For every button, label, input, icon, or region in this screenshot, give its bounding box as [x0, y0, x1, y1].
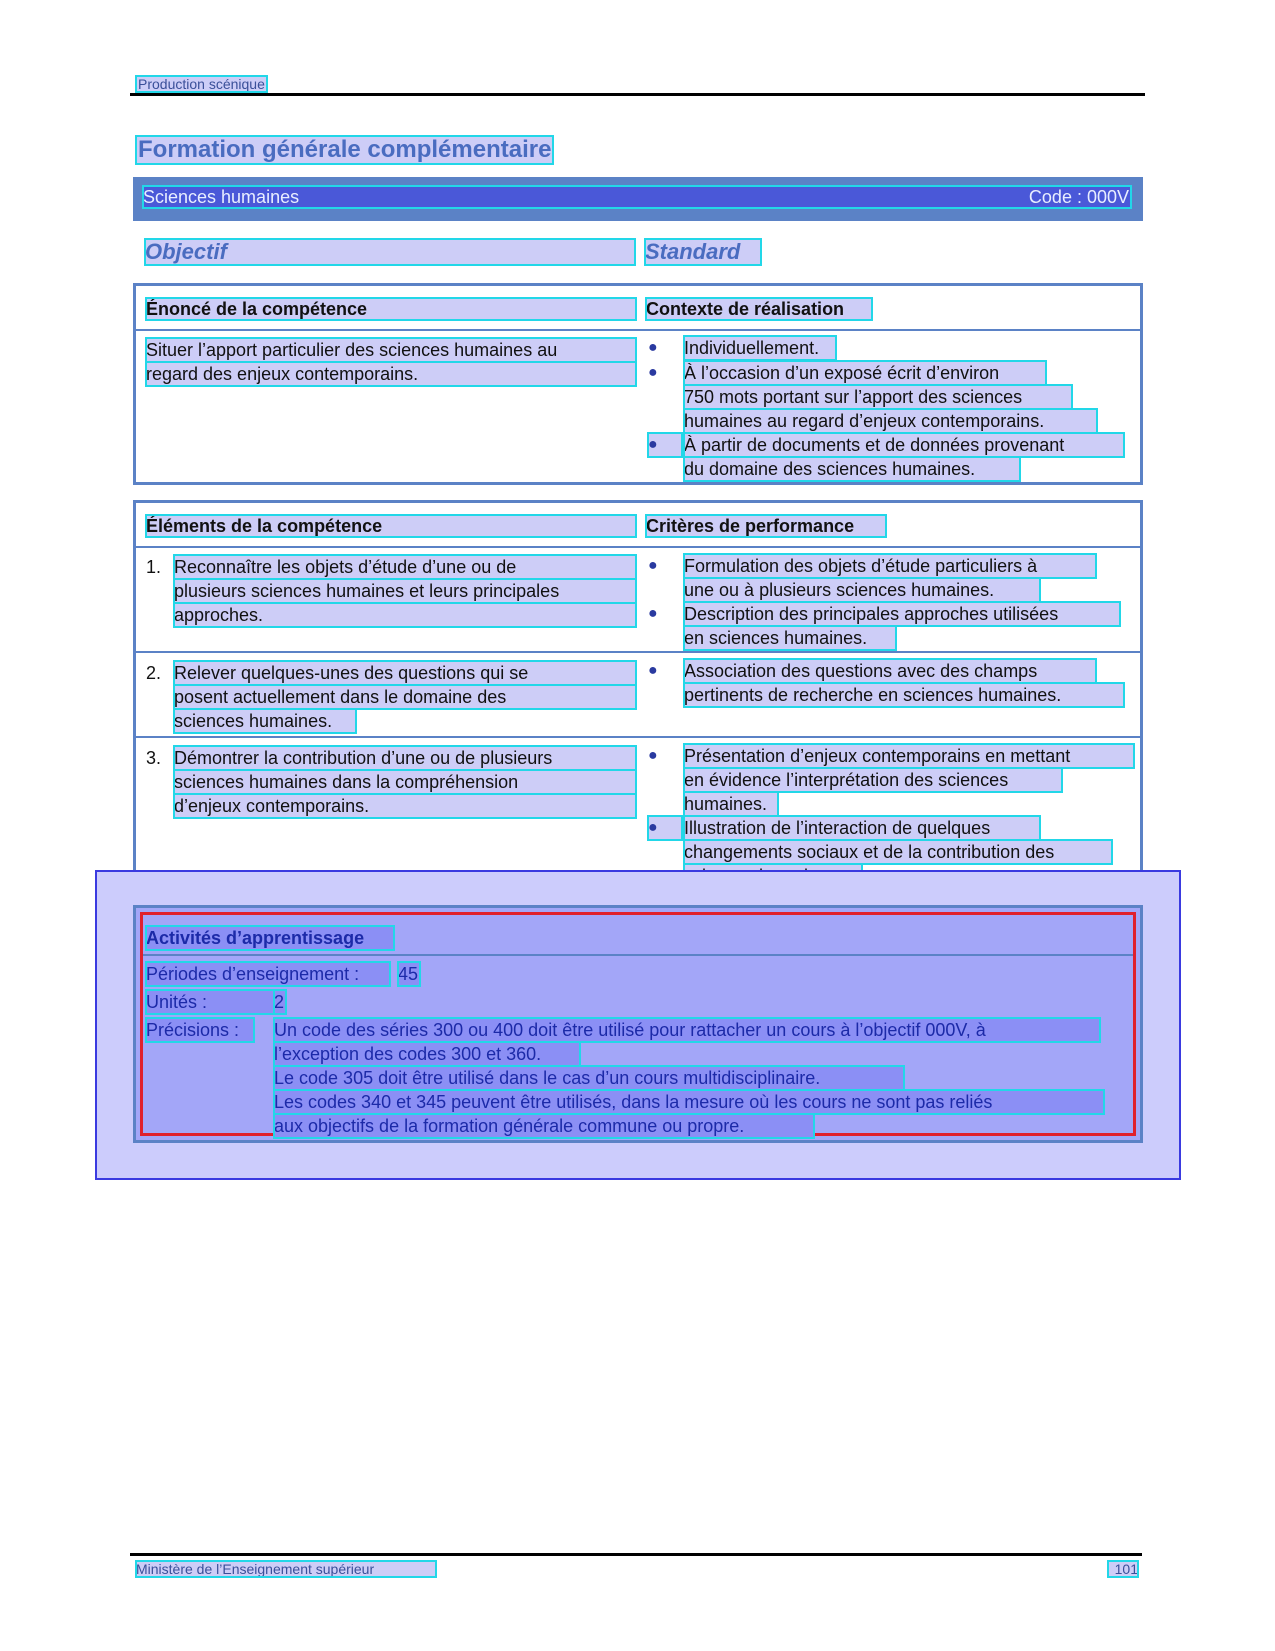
bullet-icon: ●	[648, 816, 682, 840]
bullet-icon: ●	[648, 339, 658, 356]
criteria-line: Description des principales approches utilisées	[684, 602, 1120, 626]
domain-bar	[133, 177, 1143, 221]
context-line: À partir de documents et de données provenant	[684, 433, 1124, 457]
bullet-icon: ●	[648, 662, 658, 679]
periods-value: 45	[398, 964, 419, 984]
details-line: Un code des séries 300 ou 400 doit être utilisé pour rattacher un cours à l’objectif 000V, à	[274, 1018, 1100, 1042]
context-header: Contexte de réalisation	[646, 298, 872, 320]
details-line: l’exception des codes 300 et 360.	[274, 1042, 580, 1066]
activities-divider	[143, 954, 1133, 956]
footer-ministry: Ministère de l’Enseignement supérieur	[136, 1561, 436, 1577]
statement-header: Énoncé de la compétence	[146, 298, 636, 320]
element-line: Relever quelques-unes des questions qui se	[174, 661, 636, 685]
context-line: Individuellement.	[684, 336, 836, 360]
element-line: posent actuellement dans le domaine des	[174, 685, 636, 709]
activities-panel	[133, 905, 1143, 1143]
context-line: À l’occasion d’un exposé écrit d’environ	[684, 361, 1046, 385]
element-line: sciences humaines dans la compréhension	[174, 770, 636, 794]
footer-rule	[130, 1553, 1142, 1556]
row-number: 3.	[146, 748, 162, 768]
row-divider	[136, 736, 1140, 738]
bullet-icon: ●	[648, 557, 658, 574]
context-line: 750 mots portant sur l’apport des sciences	[684, 385, 1072, 409]
details-line: aux objectifs de la formation générale commune ou propre.	[274, 1114, 814, 1138]
bullet-icon: ●	[648, 364, 658, 381]
elements-header: Éléments de la compétence	[146, 515, 636, 537]
criteria-line: une ou à plusieurs sciences humaines.	[684, 578, 1040, 602]
page-title: Formation générale complémentaire	[138, 136, 552, 163]
statement-line: regard des enjeux contemporains.	[146, 362, 636, 386]
activities-title: Activités d’apprentissage	[146, 926, 394, 950]
element-line: Reconnaître les objets d’étude d’une ou de	[174, 555, 636, 579]
standard-heading: Standard	[645, 239, 761, 265]
units-value: 2	[274, 992, 285, 1012]
details-label: Précisions :	[146, 1018, 254, 1042]
criteria-line: pertinents de recherche en sciences humaines.	[684, 683, 1124, 707]
table-divider	[136, 329, 1140, 331]
bullet-icon: ●	[648, 433, 682, 457]
criteria-line: en évidence l’interprétation des sciences	[684, 768, 1062, 792]
element-line: Démontrer la contribution d’une ou de plusieurs	[174, 746, 636, 770]
criteria-line: Formulation des objets d’étude particuliers à	[684, 554, 1096, 578]
context-line: humaines au regard d’enjeux contemporains.	[684, 409, 1097, 433]
row-number: 2.	[146, 663, 162, 683]
elements-table	[133, 500, 1143, 891]
statement-line: Situer l’apport particulier des sciences humaines au	[146, 338, 636, 362]
bullet-icon: ●	[648, 605, 658, 622]
details-line: Les codes 340 et 345 peuvent être utilisés, dans la mesure où les cours ne sont pas reliés	[274, 1090, 1104, 1114]
row-number: 1.	[146, 557, 162, 577]
units-label: Unités :	[146, 990, 282, 1014]
criteria-header: Critères de performance	[646, 515, 886, 537]
competency-table	[133, 283, 1143, 485]
criteria-line: Présentation d’enjeux contemporains en mettant	[684, 744, 1134, 768]
table-divider	[136, 546, 1140, 548]
criteria-line: Association des questions avec des champs	[684, 659, 1096, 683]
element-line: sciences humaines.	[174, 709, 356, 733]
element-line: plusieurs sciences humaines et leurs principales	[174, 579, 636, 603]
details-line: Le code 305 doit être utilisé dans le cas d’un cours multidisciplinaire.	[274, 1066, 904, 1090]
activities-frame	[140, 912, 1136, 1136]
domain-code: Code : 000V	[1028, 187, 1129, 207]
criteria-line: en sciences humaines.	[684, 626, 896, 650]
header-rule	[130, 93, 1145, 96]
criteria-line: Illustration de l’interaction de quelques	[684, 816, 1040, 840]
periods-label: Périodes d’enseignement :	[146, 962, 390, 986]
running-header: Production scénique	[138, 76, 265, 92]
element-line: d’enjeux contemporains.	[174, 794, 636, 818]
criteria-line: humaines.	[684, 792, 778, 816]
bullet-icon: ●	[648, 747, 658, 764]
objective-heading: Objectif	[145, 239, 635, 265]
page-number: 101	[1108, 1561, 1138, 1577]
context-line: du domaine des sciences humaines.	[684, 457, 1020, 481]
domain-name: Sciences humaines	[143, 187, 300, 207]
element-line: approches.	[174, 603, 636, 627]
row-divider	[136, 651, 1140, 653]
criteria-line: changements sociaux et de la contribution des	[684, 840, 1112, 864]
